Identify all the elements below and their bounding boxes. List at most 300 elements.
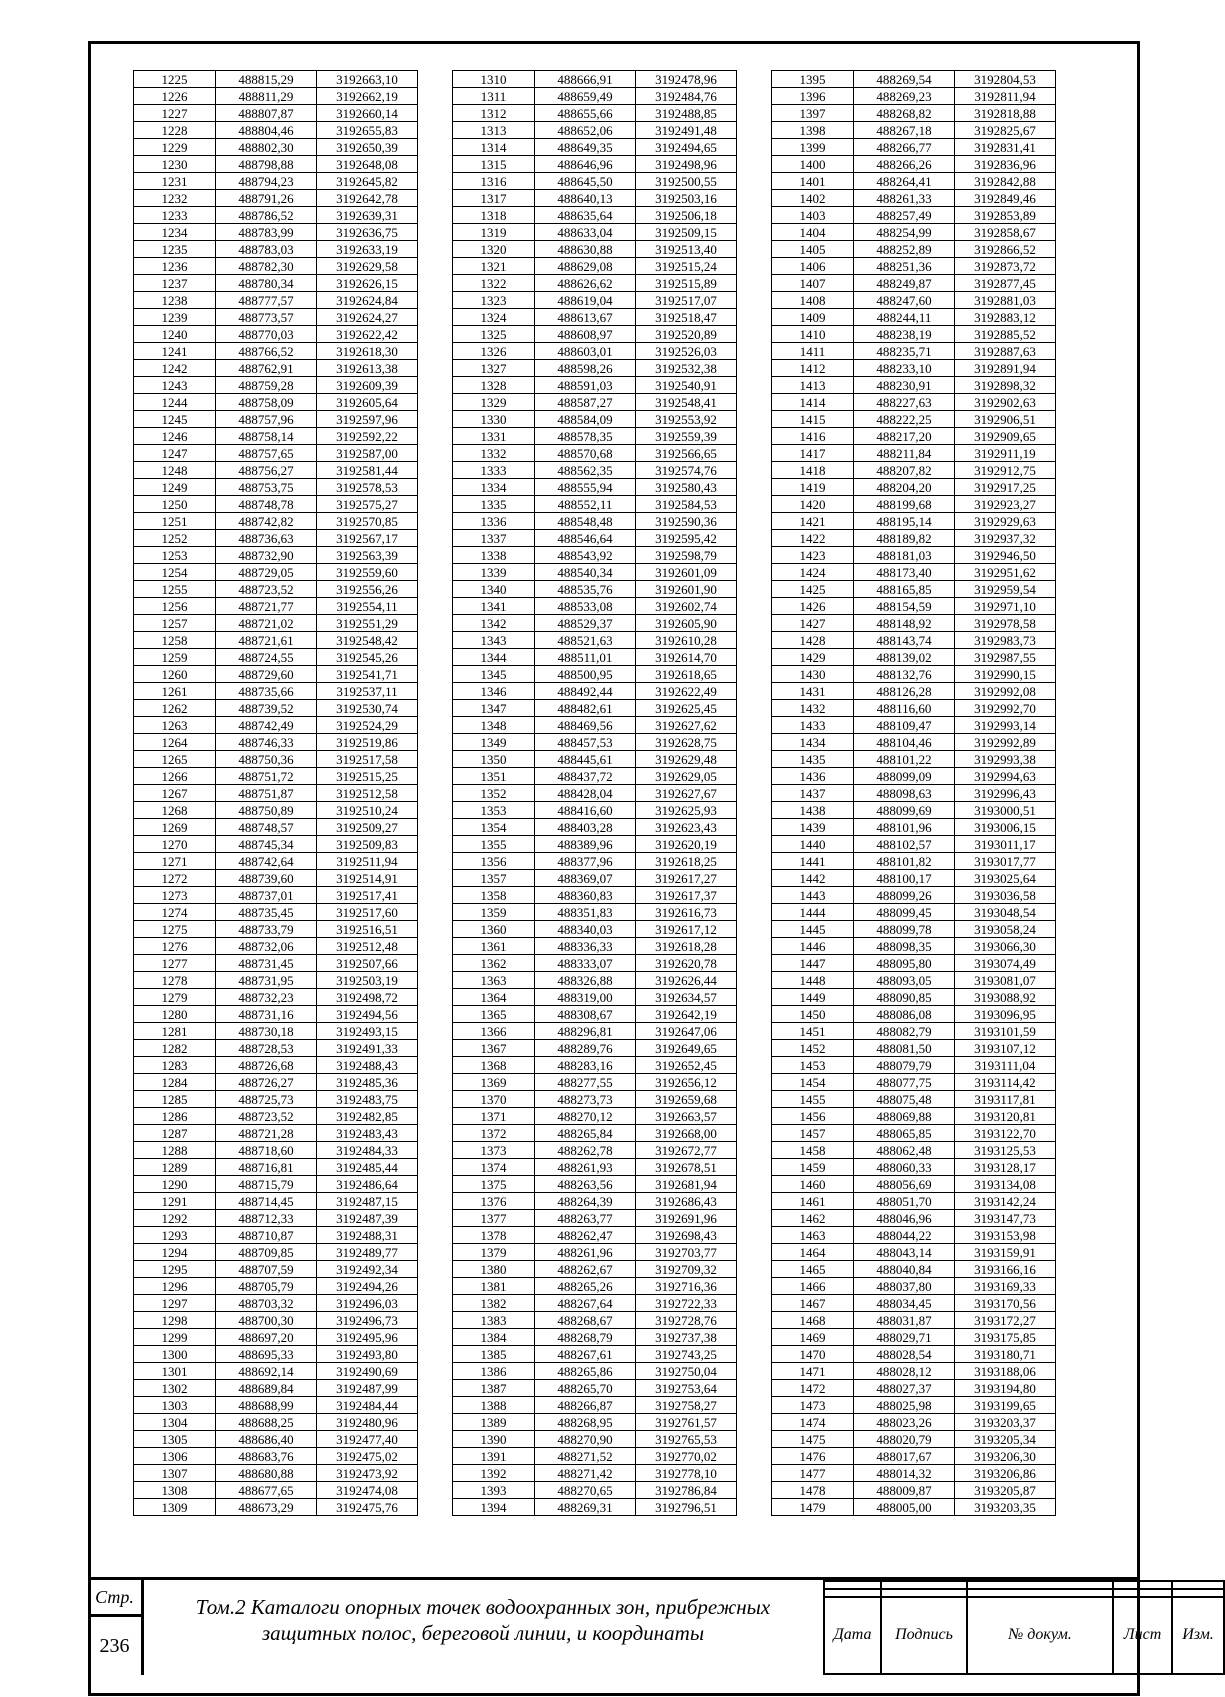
y-coordinate-cell: 3192758,27 — [636, 1397, 737, 1414]
x-coordinate-cell: 488014,32 — [854, 1465, 955, 1482]
point-number-cell: 1287 — [134, 1125, 216, 1142]
table-row — [772, 1278, 1056, 1295]
x-coordinate-cell: 488051,70 — [854, 1193, 955, 1210]
x-coordinate-cell: 488804,46 — [216, 122, 317, 139]
point-number-cell: 1231 — [134, 173, 216, 190]
x-coordinate-cell: 488267,61 — [535, 1346, 636, 1363]
table-row — [453, 615, 737, 632]
y-coordinate-cell: 3192929,63 — [955, 513, 1056, 530]
x-coordinate-cell: 488333,07 — [535, 955, 636, 972]
table-row — [134, 1499, 418, 1516]
y-coordinate-cell: 3193128,17 — [955, 1159, 1056, 1176]
x-coordinate-cell: 488005,00 — [854, 1499, 955, 1516]
y-coordinate-cell: 3192703,77 — [636, 1244, 737, 1261]
y-coordinate-cell: 3193107,12 — [955, 1040, 1056, 1057]
x-coordinate-cell: 488266,26 — [854, 156, 955, 173]
x-coordinate-cell: 488718,60 — [216, 1142, 317, 1159]
table-row — [772, 1074, 1056, 1091]
table-row — [453, 1125, 737, 1142]
y-coordinate-cell: 3193120,81 — [955, 1108, 1056, 1125]
table-row — [134, 360, 418, 377]
y-coordinate-cell: 3192475,76 — [317, 1499, 418, 1516]
table-row — [453, 462, 737, 479]
y-coordinate-cell: 3192672,77 — [636, 1142, 737, 1159]
point-number-cell: 1373 — [453, 1142, 535, 1159]
x-coordinate-cell: 488230,91 — [854, 377, 955, 394]
point-number-cell: 1434 — [772, 734, 854, 751]
y-coordinate-cell: 3192656,12 — [636, 1074, 737, 1091]
x-coordinate-cell: 488340,03 — [535, 921, 636, 938]
y-coordinate-cell: 3192496,03 — [317, 1295, 418, 1312]
table-row — [772, 1006, 1056, 1023]
y-coordinate-cell: 3192488,31 — [317, 1227, 418, 1244]
point-number-cell: 1344 — [453, 649, 535, 666]
table-row — [772, 1091, 1056, 1108]
table-row — [772, 564, 1056, 581]
table-row — [134, 1414, 418, 1431]
x-coordinate-cell: 488811,29 — [216, 88, 317, 105]
table-row — [453, 802, 737, 819]
table-row — [453, 394, 737, 411]
table-row — [134, 1431, 418, 1448]
table-row — [134, 139, 418, 156]
y-coordinate-cell: 3192617,27 — [636, 870, 737, 887]
table-row — [134, 802, 418, 819]
point-number-cell: 1390 — [453, 1431, 535, 1448]
stamp-header-date: Дата — [824, 1597, 881, 1675]
point-number-cell: 1415 — [772, 411, 854, 428]
table-row — [772, 1244, 1056, 1261]
y-coordinate-cell: 3192636,75 — [317, 224, 418, 241]
point-number-cell: 1475 — [772, 1431, 854, 1448]
point-number-cell: 1357 — [453, 870, 535, 887]
y-coordinate-cell: 3192818,88 — [955, 105, 1056, 122]
point-number-cell: 1334 — [453, 479, 535, 496]
point-number-cell: 1477 — [772, 1465, 854, 1482]
table-row — [134, 1176, 418, 1193]
table-row — [772, 207, 1056, 224]
y-coordinate-cell: 3192858,67 — [955, 224, 1056, 241]
point-number-cell: 1467 — [772, 1295, 854, 1312]
table-row — [453, 1091, 737, 1108]
x-coordinate-cell: 488227,63 — [854, 394, 955, 411]
point-number-cell: 1341 — [453, 598, 535, 615]
x-coordinate-cell: 488326,88 — [535, 972, 636, 989]
x-coordinate-cell: 488143,74 — [854, 632, 955, 649]
x-coordinate-cell: 488469,56 — [535, 717, 636, 734]
point-number-cell: 1410 — [772, 326, 854, 343]
y-coordinate-cell: 3192597,96 — [317, 411, 418, 428]
x-coordinate-cell: 488377,96 — [535, 853, 636, 870]
x-coordinate-cell: 488222,25 — [854, 411, 955, 428]
x-coordinate-cell: 488548,48 — [535, 513, 636, 530]
table-row — [453, 190, 737, 207]
table-row — [453, 71, 737, 88]
point-number-cell: 1418 — [772, 462, 854, 479]
table-row — [134, 479, 418, 496]
point-number-cell: 1416 — [772, 428, 854, 445]
table-row — [772, 1431, 1056, 1448]
x-coordinate-cell: 488265,84 — [535, 1125, 636, 1142]
y-coordinate-cell: 3192753,64 — [636, 1380, 737, 1397]
x-coordinate-cell: 488069,88 — [854, 1108, 955, 1125]
x-coordinate-cell: 488351,83 — [535, 904, 636, 921]
table-row — [134, 836, 418, 853]
point-number-cell: 1256 — [134, 598, 216, 615]
point-number-cell: 1476 — [772, 1448, 854, 1465]
point-number-cell: 1283 — [134, 1057, 216, 1074]
point-number-cell: 1478 — [772, 1482, 854, 1499]
x-coordinate-cell: 488034,45 — [854, 1295, 955, 1312]
point-number-cell: 1422 — [772, 530, 854, 547]
stamp-cell — [881, 1581, 967, 1589]
x-coordinate-cell: 488729,05 — [216, 564, 317, 581]
point-number-cell: 1424 — [772, 564, 854, 581]
x-coordinate-cell: 488154,59 — [854, 598, 955, 615]
y-coordinate-cell: 3192866,52 — [955, 241, 1056, 258]
table-row — [453, 1312, 737, 1329]
x-coordinate-cell: 488457,53 — [535, 734, 636, 751]
point-number-cell: 1267 — [134, 785, 216, 802]
table-row — [134, 870, 418, 887]
table-row — [772, 887, 1056, 904]
point-number-cell: 1284 — [134, 1074, 216, 1091]
point-number-cell: 1251 — [134, 513, 216, 530]
y-coordinate-cell: 3192634,57 — [636, 989, 737, 1006]
table-row — [772, 173, 1056, 190]
y-coordinate-cell: 3192622,42 — [317, 326, 418, 343]
y-coordinate-cell: 3192750,04 — [636, 1363, 737, 1380]
y-coordinate-cell: 3192517,41 — [317, 887, 418, 904]
table-row — [453, 649, 737, 666]
point-number-cell: 1337 — [453, 530, 535, 547]
y-coordinate-cell: 3192488,85 — [636, 105, 737, 122]
table-row — [134, 1312, 418, 1329]
table-row — [772, 190, 1056, 207]
x-coordinate-cell: 488031,87 — [854, 1312, 955, 1329]
point-number-cell: 1311 — [453, 88, 535, 105]
point-number-cell: 1265 — [134, 751, 216, 768]
y-coordinate-cell: 3192629,48 — [636, 751, 737, 768]
table-row — [772, 598, 1056, 615]
x-coordinate-cell: 488251,36 — [854, 258, 955, 275]
point-number-cell: 1253 — [134, 547, 216, 564]
x-coordinate-cell: 488029,71 — [854, 1329, 955, 1346]
stamp-cell — [967, 1589, 1113, 1597]
point-number-cell: 1372 — [453, 1125, 535, 1142]
y-coordinate-cell: 3193134,08 — [955, 1176, 1056, 1193]
point-number-cell: 1239 — [134, 309, 216, 326]
y-coordinate-cell: 3192485,44 — [317, 1159, 418, 1176]
x-coordinate-cell: 488736,63 — [216, 530, 317, 547]
point-number-cell: 1442 — [772, 870, 854, 887]
x-coordinate-cell: 488742,49 — [216, 717, 317, 734]
x-coordinate-cell: 488389,96 — [535, 836, 636, 853]
point-number-cell: 1339 — [453, 564, 535, 581]
y-coordinate-cell: 3193066,30 — [955, 938, 1056, 955]
table-row — [134, 955, 418, 972]
y-coordinate-cell: 3193170,56 — [955, 1295, 1056, 1312]
x-coordinate-cell: 488766,52 — [216, 343, 317, 360]
point-number-cell: 1288 — [134, 1142, 216, 1159]
page-number-box — [88, 1580, 144, 1675]
table-row — [772, 445, 1056, 462]
point-number-cell: 1451 — [772, 1023, 854, 1040]
y-coordinate-cell: 3192509,15 — [636, 224, 737, 241]
x-coordinate-cell: 488689,84 — [216, 1380, 317, 1397]
y-coordinate-cell: 3193166,16 — [955, 1261, 1056, 1278]
x-coordinate-cell: 488750,89 — [216, 802, 317, 819]
x-coordinate-cell: 488688,25 — [216, 1414, 317, 1431]
table-row — [453, 1499, 737, 1516]
x-coordinate-cell: 488244,11 — [854, 309, 955, 326]
point-number-cell: 1356 — [453, 853, 535, 870]
x-coordinate-cell: 488102,57 — [854, 836, 955, 853]
point-number-cell: 1407 — [772, 275, 854, 292]
point-number-cell: 1365 — [453, 1006, 535, 1023]
table-row — [453, 547, 737, 564]
table-row — [772, 1193, 1056, 1210]
y-coordinate-cell: 3192512,48 — [317, 938, 418, 955]
table-row — [453, 343, 737, 360]
x-coordinate-cell: 488705,79 — [216, 1278, 317, 1295]
table-row — [134, 275, 418, 292]
point-number-cell: 1437 — [772, 785, 854, 802]
x-coordinate-cell: 488017,67 — [854, 1448, 955, 1465]
y-coordinate-cell: 3193011,17 — [955, 836, 1056, 853]
point-number-cell: 1255 — [134, 581, 216, 598]
table-row — [453, 955, 737, 972]
y-coordinate-cell: 3192618,30 — [317, 343, 418, 360]
table-row — [453, 1482, 737, 1499]
table-row — [772, 989, 1056, 1006]
x-coordinate-cell: 488269,31 — [535, 1499, 636, 1516]
y-coordinate-cell: 3193096,95 — [955, 1006, 1056, 1023]
stamp-cell — [881, 1589, 967, 1597]
x-coordinate-cell: 488721,28 — [216, 1125, 317, 1142]
point-number-cell: 1452 — [772, 1040, 854, 1057]
y-coordinate-cell: 3192877,45 — [955, 275, 1056, 292]
x-coordinate-cell: 488584,09 — [535, 411, 636, 428]
point-number-cell: 1276 — [134, 938, 216, 955]
x-coordinate-cell: 488739,60 — [216, 870, 317, 887]
point-number-cell: 1377 — [453, 1210, 535, 1227]
x-coordinate-cell: 488757,96 — [216, 411, 317, 428]
point-number-cell: 1279 — [134, 989, 216, 1006]
x-coordinate-cell: 488732,90 — [216, 547, 317, 564]
point-number-cell: 1473 — [772, 1397, 854, 1414]
table-row — [772, 513, 1056, 530]
table-row — [134, 1057, 418, 1074]
x-coordinate-cell: 488724,55 — [216, 649, 317, 666]
y-coordinate-cell: 3192540,91 — [636, 377, 737, 394]
point-number-cell: 1236 — [134, 258, 216, 275]
point-number-cell: 1347 — [453, 700, 535, 717]
point-number-cell: 1453 — [772, 1057, 854, 1074]
point-number-cell: 1319 — [453, 224, 535, 241]
y-coordinate-cell: 3192624,84 — [317, 292, 418, 309]
point-number-cell: 1316 — [453, 173, 535, 190]
x-coordinate-cell: 488725,73 — [216, 1091, 317, 1108]
point-number-cell: 1350 — [453, 751, 535, 768]
x-coordinate-cell: 488732,23 — [216, 989, 317, 1006]
y-coordinate-cell: 3192946,50 — [955, 547, 1056, 564]
table-row — [134, 1329, 418, 1346]
y-coordinate-cell: 3192556,26 — [317, 581, 418, 598]
x-coordinate-cell: 488195,14 — [854, 513, 955, 530]
y-coordinate-cell: 3192574,76 — [636, 462, 737, 479]
table-row — [772, 1482, 1056, 1499]
x-coordinate-cell: 488267,18 — [854, 122, 955, 139]
table-row — [453, 1108, 737, 1125]
y-coordinate-cell: 3192648,08 — [317, 156, 418, 173]
point-number-cell: 1275 — [134, 921, 216, 938]
y-coordinate-cell: 3192517,07 — [636, 292, 737, 309]
table-row — [772, 1329, 1056, 1346]
point-number-cell: 1367 — [453, 1040, 535, 1057]
y-coordinate-cell: 3192655,83 — [317, 122, 418, 139]
document-title-line-1: Том.2 Каталоги опорных точек водоохранных зон, прибрежных — [195, 1595, 771, 1619]
point-number-cell: 1436 — [772, 768, 854, 785]
table-row — [134, 411, 418, 428]
x-coordinate-cell: 488266,77 — [854, 139, 955, 156]
table-row — [453, 292, 737, 309]
table-row — [134, 224, 418, 241]
x-coordinate-cell: 488027,37 — [854, 1380, 955, 1397]
y-coordinate-cell: 3192500,55 — [636, 173, 737, 190]
x-coordinate-cell: 488652,06 — [535, 122, 636, 139]
y-coordinate-cell: 3192492,34 — [317, 1261, 418, 1278]
point-number-cell: 1298 — [134, 1312, 216, 1329]
point-number-cell: 1375 — [453, 1176, 535, 1193]
x-coordinate-cell: 488247,60 — [854, 292, 955, 309]
point-number-cell: 1472 — [772, 1380, 854, 1397]
table-row — [134, 1346, 418, 1363]
point-number-cell: 1266 — [134, 768, 216, 785]
table-row — [453, 479, 737, 496]
x-coordinate-cell: 488046,96 — [854, 1210, 955, 1227]
table-row — [772, 683, 1056, 700]
y-coordinate-cell: 3192473,92 — [317, 1465, 418, 1482]
x-coordinate-cell: 488529,37 — [535, 615, 636, 632]
table-row — [134, 445, 418, 462]
table-row — [772, 700, 1056, 717]
y-coordinate-cell: 3192623,43 — [636, 819, 737, 836]
table-row — [134, 1482, 418, 1499]
point-number-cell: 1303 — [134, 1397, 216, 1414]
point-number-cell: 1413 — [772, 377, 854, 394]
x-coordinate-cell: 488081,50 — [854, 1040, 955, 1057]
y-coordinate-cell: 3193205,87 — [955, 1482, 1056, 1499]
y-coordinate-cell: 3192490,69 — [317, 1363, 418, 1380]
y-coordinate-cell: 3192566,65 — [636, 445, 737, 462]
y-coordinate-cell: 3193188,06 — [955, 1363, 1056, 1380]
point-number-cell: 1304 — [134, 1414, 216, 1431]
x-coordinate-cell: 488782,30 — [216, 258, 317, 275]
table-row — [134, 1363, 418, 1380]
y-coordinate-cell: 3192598,79 — [636, 547, 737, 564]
point-number-cell: 1335 — [453, 496, 535, 513]
point-number-cell: 1412 — [772, 360, 854, 377]
x-coordinate-cell: 488726,68 — [216, 1057, 317, 1074]
table-row — [772, 377, 1056, 394]
point-number-cell: 1420 — [772, 496, 854, 513]
y-coordinate-cell: 3192891,94 — [955, 360, 1056, 377]
title-block — [88, 1577, 1214, 1675]
table-row — [453, 819, 737, 836]
x-coordinate-cell: 488751,87 — [216, 785, 317, 802]
point-number-cell: 1229 — [134, 139, 216, 156]
y-coordinate-cell: 3192477,40 — [317, 1431, 418, 1448]
x-coordinate-cell: 488731,95 — [216, 972, 317, 989]
x-coordinate-cell: 488040,84 — [854, 1261, 955, 1278]
y-coordinate-cell: 3193048,54 — [955, 904, 1056, 921]
table-row — [134, 649, 418, 666]
x-coordinate-cell: 488264,41 — [854, 173, 955, 190]
stamp-header-sheet: Лист — [1113, 1597, 1172, 1675]
table-row — [772, 1210, 1056, 1227]
y-coordinate-cell: 3192515,25 — [317, 768, 418, 785]
table-row — [772, 632, 1056, 649]
point-number-cell: 1257 — [134, 615, 216, 632]
y-coordinate-cell: 3192649,65 — [636, 1040, 737, 1057]
x-coordinate-cell: 488794,23 — [216, 173, 317, 190]
y-coordinate-cell: 3192510,24 — [317, 802, 418, 819]
y-coordinate-cell: 3192617,12 — [636, 921, 737, 938]
y-coordinate-cell: 3192491,48 — [636, 122, 737, 139]
point-number-cell: 1396 — [772, 88, 854, 105]
y-coordinate-cell: 3192983,73 — [955, 632, 1056, 649]
point-number-cell: 1362 — [453, 955, 535, 972]
table-row — [772, 972, 1056, 989]
table-row — [453, 666, 737, 683]
table-row — [772, 1227, 1056, 1244]
table-row — [772, 139, 1056, 156]
x-coordinate-cell: 488268,79 — [535, 1329, 636, 1346]
point-number-cell: 1450 — [772, 1006, 854, 1023]
table-row — [134, 1125, 418, 1142]
point-number-cell: 1354 — [453, 819, 535, 836]
x-coordinate-cell: 488758,14 — [216, 428, 317, 445]
coordinates-table-3 — [771, 70, 1056, 1516]
x-coordinate-cell: 488238,19 — [854, 326, 955, 343]
y-coordinate-cell: 3192548,41 — [636, 394, 737, 411]
y-coordinate-cell: 3192515,24 — [636, 258, 737, 275]
y-coordinate-cell: 3192474,08 — [317, 1482, 418, 1499]
x-coordinate-cell: 488098,63 — [854, 785, 955, 802]
x-coordinate-cell: 488692,14 — [216, 1363, 317, 1380]
y-coordinate-cell: 3192663,10 — [317, 71, 418, 88]
x-coordinate-cell: 488265,26 — [535, 1278, 636, 1295]
table-row — [453, 309, 737, 326]
x-coordinate-cell: 488591,03 — [535, 377, 636, 394]
x-coordinate-cell: 488748,78 — [216, 496, 317, 513]
x-coordinate-cell: 488025,98 — [854, 1397, 955, 1414]
y-coordinate-cell: 3192811,94 — [955, 88, 1056, 105]
point-number-cell: 1385 — [453, 1346, 535, 1363]
y-coordinate-cell: 3192559,60 — [317, 564, 418, 581]
point-number-cell: 1260 — [134, 666, 216, 683]
table-row — [453, 258, 737, 275]
x-coordinate-cell: 488555,94 — [535, 479, 636, 496]
table-row — [453, 938, 737, 955]
y-coordinate-cell: 3192484,76 — [636, 88, 737, 105]
point-number-cell: 1358 — [453, 887, 535, 904]
y-coordinate-cell: 3192480,96 — [317, 1414, 418, 1431]
x-coordinate-cell: 488750,36 — [216, 751, 317, 768]
y-coordinate-cell: 3192662,19 — [317, 88, 418, 105]
x-coordinate-cell: 488277,55 — [535, 1074, 636, 1091]
